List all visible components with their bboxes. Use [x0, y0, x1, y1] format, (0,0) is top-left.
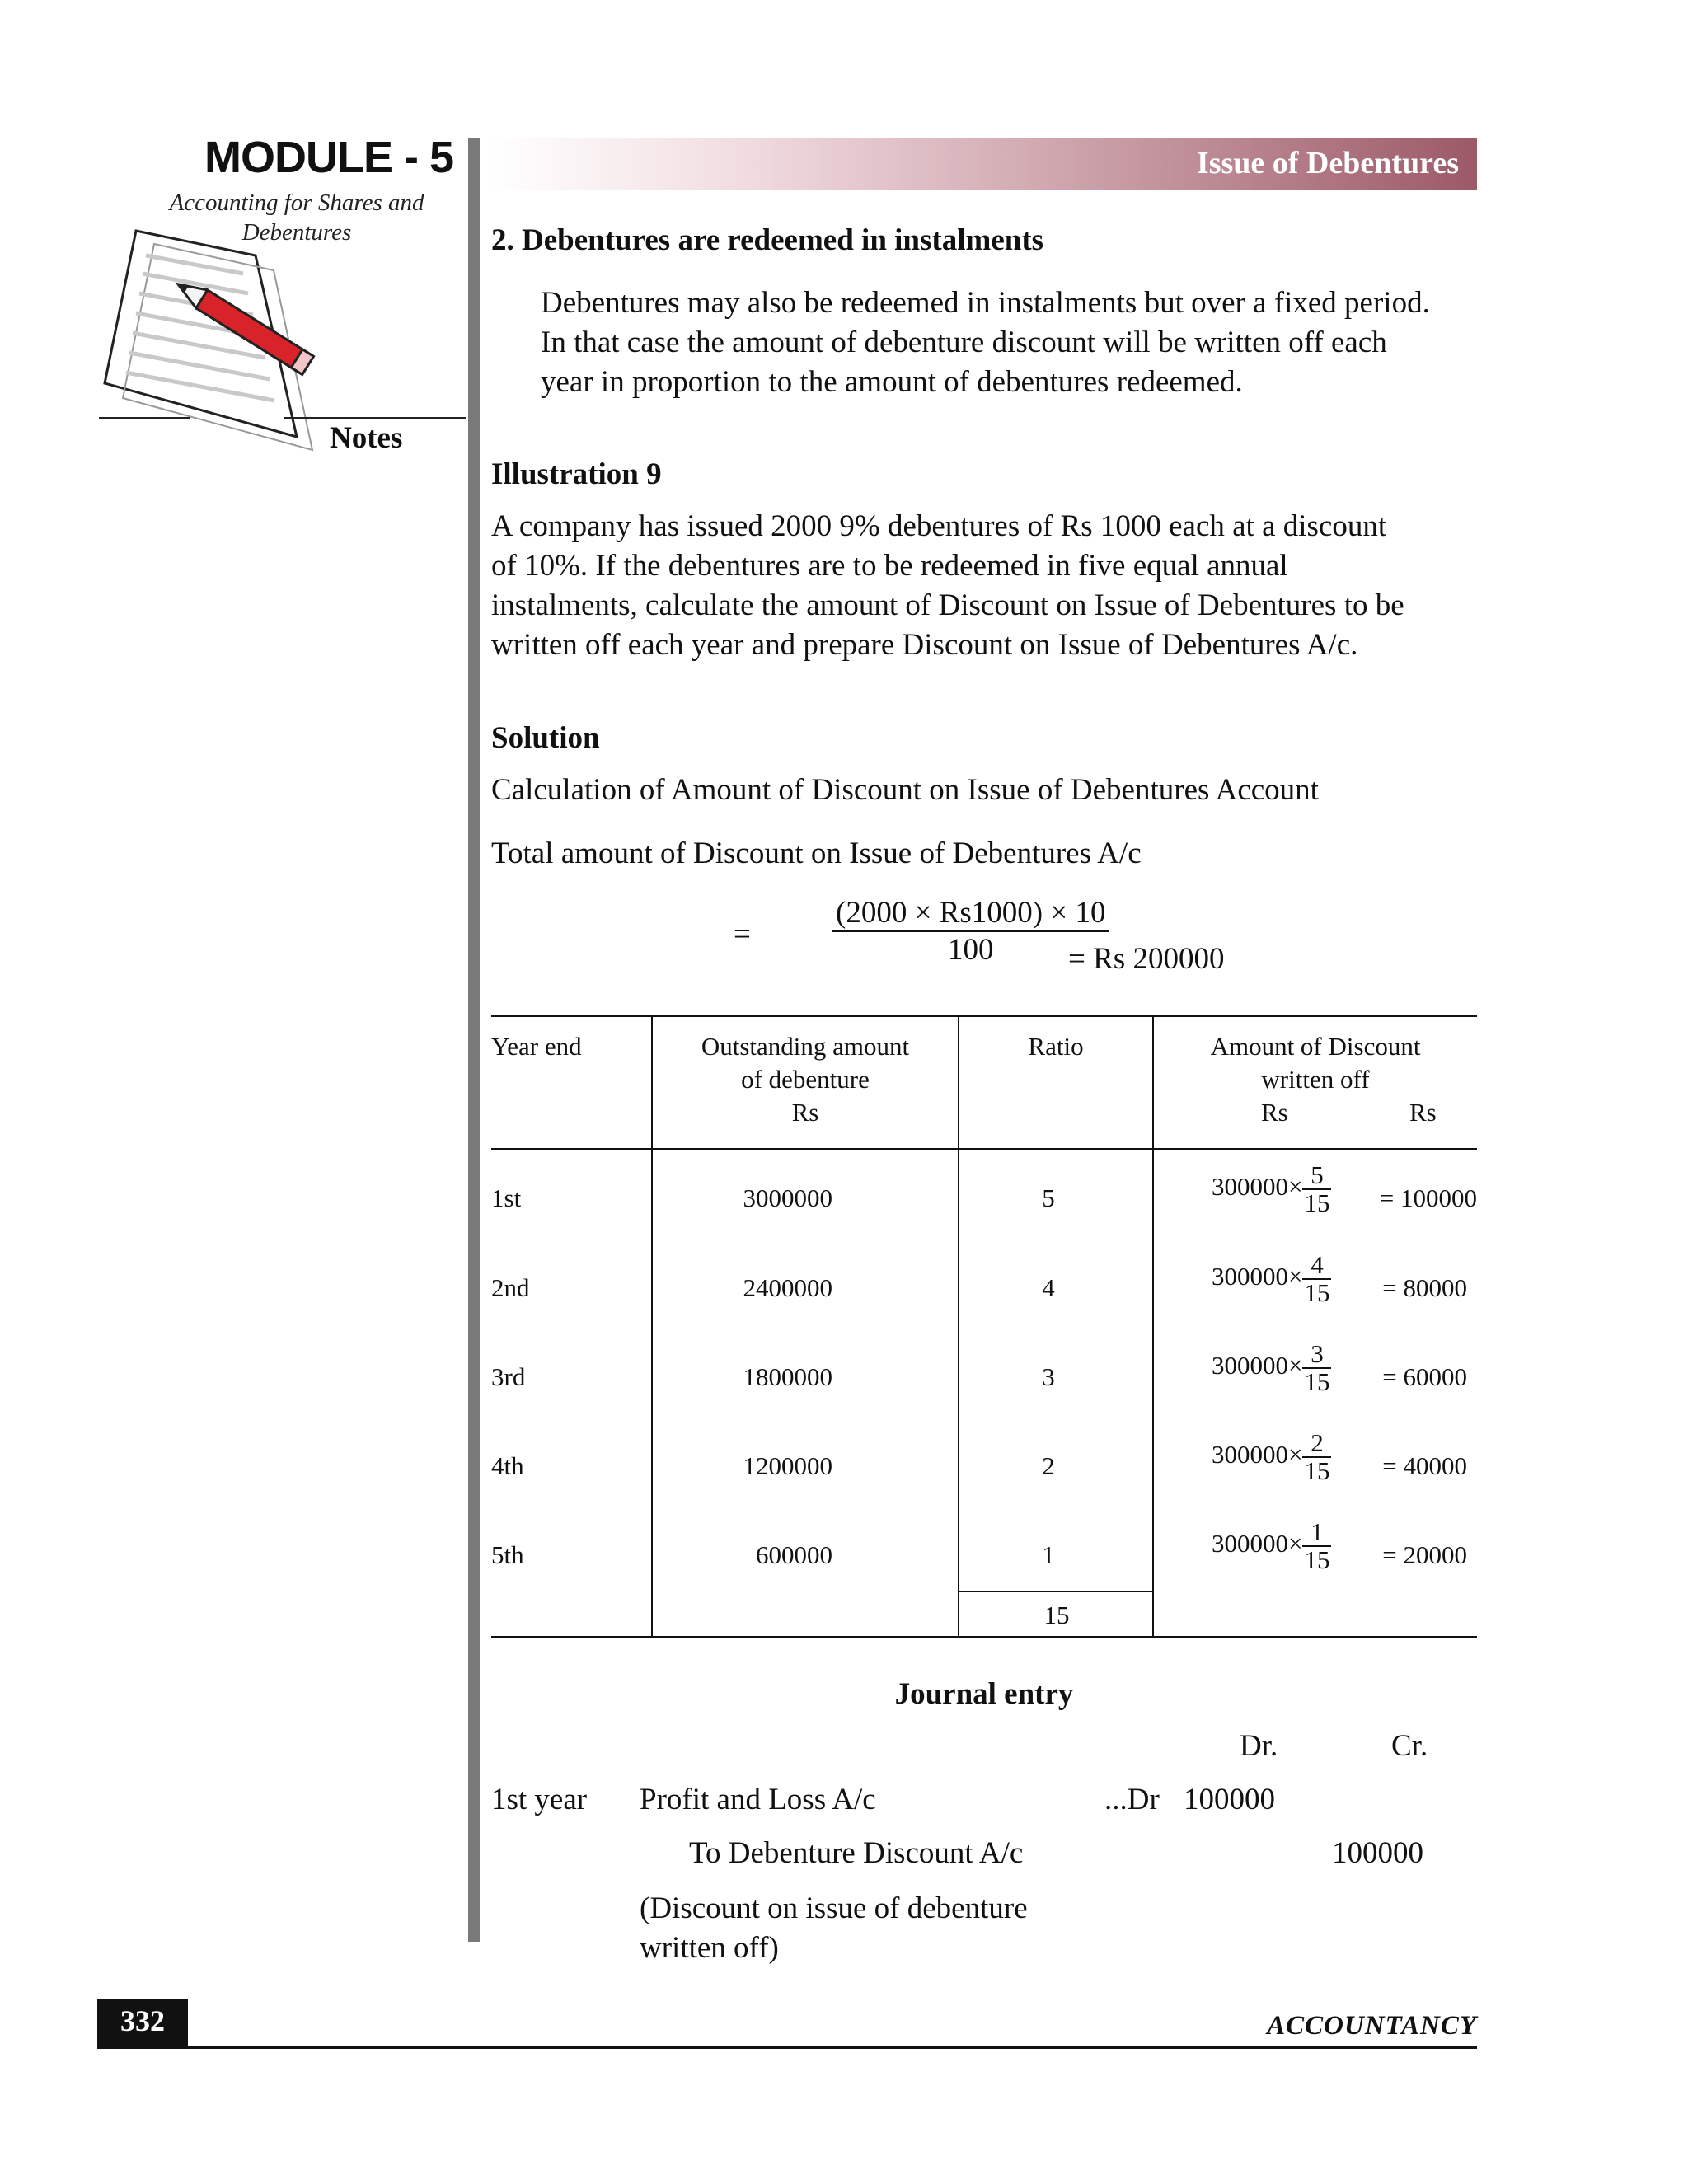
solution-heading: Solution: [491, 721, 600, 755]
section-para-line: year in proportion to the amount of debentures redeemed.: [541, 365, 1243, 399]
module-subtitle-line1: Accounting for Shares and: [169, 190, 424, 216]
row-year: 5th: [491, 1540, 524, 1569]
module-subtitle-line2: Debentures: [241, 219, 352, 246]
journal-cr-amount: 100000: [1332, 1836, 1423, 1870]
journal-dr-marker: ...Dr: [1104, 1783, 1160, 1816]
formula-equals: =: [734, 917, 751, 951]
row-ratio: 2: [1042, 1451, 1055, 1480]
journal-narration-line: (Discount on issue of debenture: [640, 1891, 1028, 1925]
header-discount-line1: Amount of Discount: [1210, 1032, 1421, 1061]
journal-title: Journal entry: [894, 1677, 1074, 1711]
margin-divider: [468, 138, 480, 1942]
notes-label: Notes: [330, 421, 403, 455]
row-year: 3rd: [491, 1362, 526, 1391]
module-title: MODULE - 5: [204, 133, 453, 182]
header-ratio: Ratio: [1028, 1032, 1084, 1061]
illustration-line: A company has issued 2000 9% debentures of Rs 1000 each at a discount: [491, 509, 1387, 543]
row-discount-num: 3: [1302, 1341, 1331, 1369]
journal-narration: [640, 1889, 1028, 1968]
row-outstanding: 1800000: [743, 1362, 832, 1391]
notes-rule-right: [284, 417, 466, 419]
header-band: [491, 138, 1477, 190]
header-year-end: Year end: [491, 1032, 582, 1061]
journal-cr-header: Cr.: [1391, 1729, 1428, 1763]
row-discount-den: 15: [1304, 1456, 1330, 1485]
journal-narration-line: written off): [640, 1931, 779, 1965]
row-discount-num: 5: [1302, 1162, 1331, 1190]
row-outstanding: 600000: [756, 1540, 832, 1569]
row-ratio: 1: [1042, 1540, 1055, 1569]
row-discount-num: 4: [1302, 1252, 1331, 1280]
page-number: 332: [120, 2004, 165, 2037]
section-para-line: In that case the amount of debenture discount will be written off each: [541, 326, 1387, 359]
header-discount: [1154, 1030, 1477, 1096]
header-outstanding-line2: of debenture: [741, 1065, 870, 1094]
calc-title: Calculation of Amount of Discount on Issue of Debentures Account: [491, 773, 1319, 807]
row-discount-base: 300000×: [1212, 1262, 1303, 1291]
row-ratio: 3: [1042, 1362, 1055, 1391]
row-outstanding: 2400000: [743, 1273, 832, 1302]
journal-dr-header: Dr.: [1240, 1729, 1278, 1763]
row-discount-result: = 60000: [1382, 1362, 1467, 1391]
section-heading: 2. Debentures are redeemed in instalments: [491, 223, 1044, 257]
row-discount-calc: [1212, 1341, 1331, 1395]
header-outstanding: [653, 1030, 958, 1129]
illustration-text: [491, 507, 1477, 665]
journal-year: 1st year: [491, 1783, 588, 1816]
table-header-rule: [491, 1148, 1477, 1150]
row-discount-base: 300000×: [1212, 1351, 1303, 1380]
row-outstanding: 1200000: [743, 1451, 832, 1480]
table-bottom-rule: [491, 1636, 1477, 1638]
row-discount-calc: [1212, 1252, 1331, 1306]
formula-denominator: 100: [947, 933, 994, 967]
table-top-rule: [491, 1015, 1477, 1017]
header-discount-unit: Rs: [1261, 1098, 1288, 1127]
row-discount-base: 300000×: [1212, 1172, 1303, 1202]
row-year: 4th: [491, 1451, 524, 1480]
illustration-line: of 10%. If the debentures are to be redeemed in five equal annual: [491, 549, 1288, 583]
row-discount-den: 15: [1304, 1188, 1330, 1217]
row-discount-num: 1: [1302, 1519, 1331, 1547]
row-discount-result: = 100000: [1379, 1183, 1477, 1212]
header-outstanding-line1: Outstanding amount: [701, 1032, 910, 1061]
journal-debit-account: Profit and Loss A/c: [640, 1783, 876, 1816]
illustration-line: written off each year and prepare Discount on Issue of Debentures A/c.: [491, 628, 1358, 662]
row-discount-num: 2: [1302, 1430, 1331, 1458]
section-para-line: Debentures may also be redeemed in instalments but over a fixed period.: [541, 286, 1430, 320]
row-year: 2nd: [491, 1273, 530, 1302]
footer-brand: ACCOUNTANCY: [1267, 2011, 1477, 2041]
row-discount-calc: [1212, 1162, 1331, 1216]
ratio-total: 15: [1043, 1601, 1070, 1629]
row-year: 1st: [491, 1183, 522, 1212]
table-col-divider: [958, 1015, 959, 1638]
row-discount-den: 15: [1304, 1367, 1330, 1396]
row-discount-base: 300000×: [1212, 1440, 1303, 1469]
formula-numerator: (2000 × Rs1000) × 10: [832, 895, 1109, 932]
row-discount-result: = 40000: [1382, 1451, 1467, 1480]
journal-credit-account: To Debenture Discount A/c: [689, 1836, 1024, 1870]
row-discount-den: 15: [1304, 1278, 1330, 1307]
row-discount-calc: [1212, 1519, 1331, 1573]
footer-rule: [97, 2046, 1477, 2049]
row-discount-den: 15: [1304, 1545, 1330, 1574]
header-title: Issue of Debentures: [1196, 146, 1459, 180]
table-col-divider: [1152, 1015, 1154, 1638]
row-discount-calc: [1212, 1430, 1331, 1484]
row-discount-base: 300000×: [1212, 1529, 1303, 1558]
ratio-total-rule: [959, 1591, 1154, 1592]
illustration-line: instalments, calculate the amount of Discount on Issue of Debentures to be: [491, 588, 1404, 622]
row-ratio: 4: [1042, 1273, 1055, 1302]
formula-result: = Rs 200000: [1068, 942, 1225, 976]
header-discount-line2: written off: [1261, 1065, 1370, 1094]
header-discount-unit: Rs: [1409, 1098, 1437, 1127]
header-outstanding-unit: Rs: [791, 1098, 819, 1127]
row-ratio: 5: [1042, 1183, 1055, 1212]
notes-rule-left: [99, 417, 190, 419]
row-discount-result: = 20000: [1382, 1540, 1467, 1569]
section-paragraph: [541, 284, 1477, 402]
row-outstanding: 3000000: [743, 1183, 832, 1212]
journal-dr-amount: 100000: [1184, 1783, 1275, 1816]
illustration-heading: Illustration 9: [491, 457, 662, 491]
row-discount-result: = 80000: [1382, 1273, 1467, 1302]
total-label: Total amount of Discount on Issue of Debentures A/c: [491, 837, 1142, 870]
